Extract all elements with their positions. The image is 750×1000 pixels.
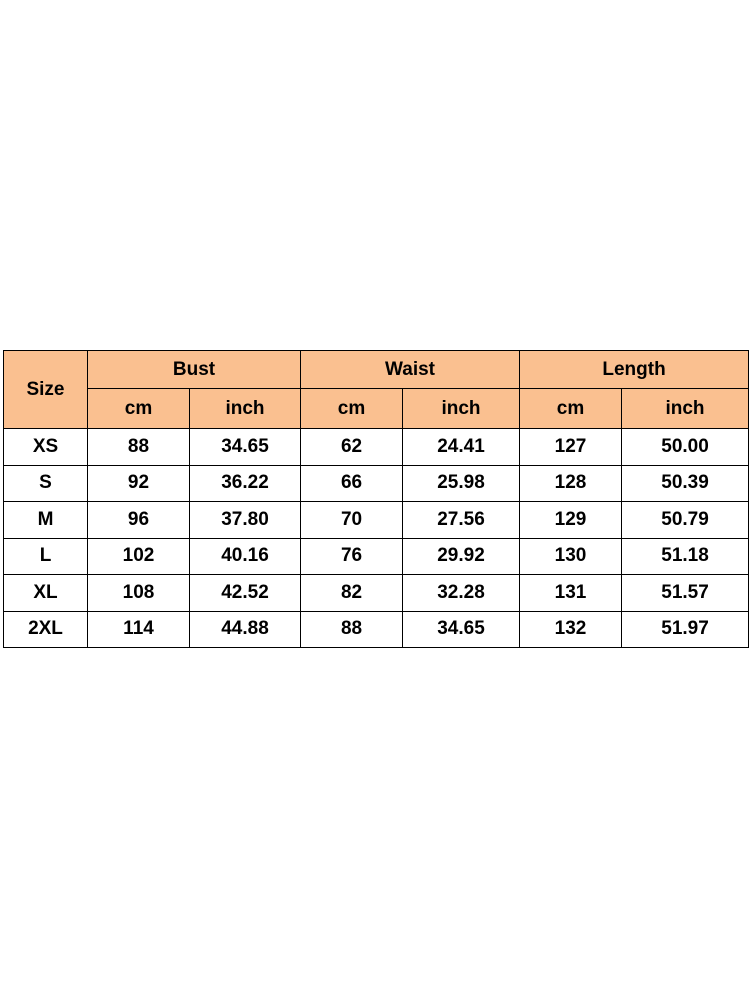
length-inch-cell: 50.39 bbox=[622, 465, 749, 502]
size-cell: XS bbox=[4, 429, 88, 466]
table-row bbox=[4, 611, 749, 648]
group-header-waist: Waist bbox=[301, 351, 520, 389]
unit-header-waist-inch: inch bbox=[403, 389, 520, 429]
size-chart-table bbox=[3, 350, 749, 648]
size-cell: XL bbox=[4, 575, 88, 612]
size-cell: 2XL bbox=[4, 611, 88, 648]
table-header bbox=[4, 351, 749, 429]
size-cell: S bbox=[4, 465, 88, 502]
waist-inch-cell: 32.28 bbox=[403, 575, 520, 612]
bust-cm-cell: 92 bbox=[88, 465, 190, 502]
header-row-units bbox=[4, 389, 749, 429]
size-cell: M bbox=[4, 502, 88, 539]
group-header-length: Length bbox=[520, 351, 749, 389]
length-inch-cell: 51.97 bbox=[622, 611, 749, 648]
table-body bbox=[4, 429, 749, 648]
waist-inch-cell: 27.56 bbox=[403, 502, 520, 539]
length-inch-cell: 51.18 bbox=[622, 538, 749, 575]
waist-inch-cell: 25.98 bbox=[403, 465, 520, 502]
bust-inch-cell: 34.65 bbox=[190, 429, 301, 466]
unit-header-bust-cm: cm bbox=[88, 389, 190, 429]
waist-cm-cell: 70 bbox=[301, 502, 403, 539]
group-header-bust: Bust bbox=[88, 351, 301, 389]
bust-inch-cell: 40.16 bbox=[190, 538, 301, 575]
length-inch-cell: 51.57 bbox=[622, 575, 749, 612]
waist-inch-cell: 34.65 bbox=[403, 611, 520, 648]
header-row-groups bbox=[4, 351, 749, 389]
waist-cm-cell: 88 bbox=[301, 611, 403, 648]
length-cm-cell: 127 bbox=[520, 429, 622, 466]
bust-inch-cell: 44.88 bbox=[190, 611, 301, 648]
bust-inch-cell: 42.52 bbox=[190, 575, 301, 612]
length-inch-cell: 50.00 bbox=[622, 429, 749, 466]
bust-cm-cell: 108 bbox=[88, 575, 190, 612]
unit-header-bust-inch: inch bbox=[190, 389, 301, 429]
table-row bbox=[4, 502, 749, 539]
length-cm-cell: 128 bbox=[520, 465, 622, 502]
bust-cm-cell: 96 bbox=[88, 502, 190, 539]
waist-inch-cell: 29.92 bbox=[403, 538, 520, 575]
table-row bbox=[4, 538, 749, 575]
waist-cm-cell: 76 bbox=[301, 538, 403, 575]
length-cm-cell: 131 bbox=[520, 575, 622, 612]
waist-cm-cell: 82 bbox=[301, 575, 403, 612]
bust-inch-cell: 37.80 bbox=[190, 502, 301, 539]
bust-cm-cell: 102 bbox=[88, 538, 190, 575]
table-row bbox=[4, 429, 749, 466]
table-row bbox=[4, 575, 749, 612]
table-row bbox=[4, 465, 749, 502]
bust-cm-cell: 88 bbox=[88, 429, 190, 466]
length-cm-cell: 129 bbox=[520, 502, 622, 539]
waist-cm-cell: 66 bbox=[301, 465, 403, 502]
length-inch-cell: 50.79 bbox=[622, 502, 749, 539]
waist-inch-cell: 24.41 bbox=[403, 429, 520, 466]
size-cell: L bbox=[4, 538, 88, 575]
bust-inch-cell: 36.22 bbox=[190, 465, 301, 502]
size-header: Size bbox=[4, 351, 88, 429]
waist-cm-cell: 62 bbox=[301, 429, 403, 466]
bust-cm-cell: 114 bbox=[88, 611, 190, 648]
length-cm-cell: 132 bbox=[520, 611, 622, 648]
unit-header-length-inch: inch bbox=[622, 389, 749, 429]
unit-header-waist-cm: cm bbox=[301, 389, 403, 429]
unit-header-length-cm: cm bbox=[520, 389, 622, 429]
length-cm-cell: 130 bbox=[520, 538, 622, 575]
